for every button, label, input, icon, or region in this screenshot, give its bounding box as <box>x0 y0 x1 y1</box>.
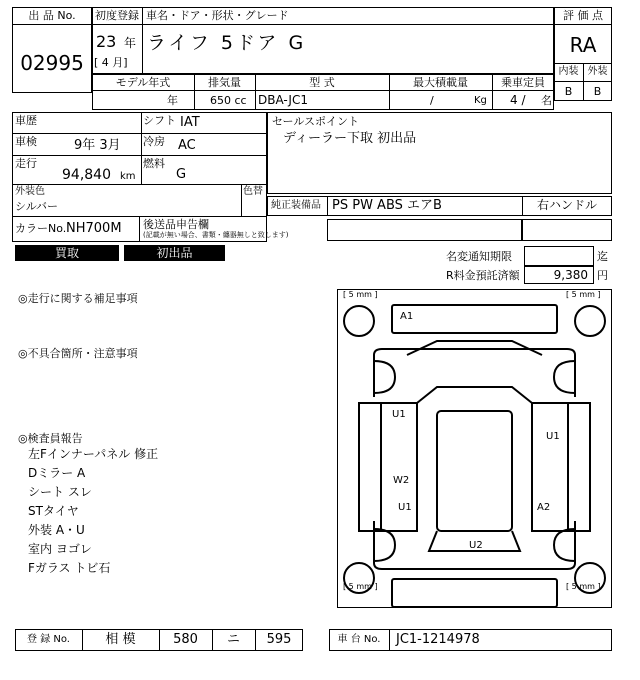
tire-depth-label: [ 5 mm ] <box>343 290 378 299</box>
purchase-badge: 買取 <box>15 245 119 261</box>
aftermarket-note: (記載が無い場合、書類・纏器無しと致します) <box>143 231 289 239</box>
divider <box>141 112 142 184</box>
inspector-item: STタイヤ <box>28 504 79 518</box>
name-change-label: 名変通知期限 <box>446 250 512 263</box>
lot-number: 02995 <box>20 51 84 75</box>
front-arch-left <box>374 361 395 393</box>
divider <box>327 196 328 216</box>
chassis-number: JC1-1214978 <box>396 632 480 647</box>
shift-value: IAT <box>180 115 200 130</box>
inspection-label: 車検 <box>15 135 37 148</box>
divider <box>142 7 143 74</box>
sales-point-label: セールスポイント <box>272 115 360 128</box>
damage-mark-a1: A1 <box>400 311 414 322</box>
recycle-label: R料金預託済額 <box>446 269 520 282</box>
capacity-unit: 名 <box>541 94 552 107</box>
inspector-item: Dミラー A <box>28 466 86 480</box>
color-no-value: NH700M <box>66 221 122 236</box>
inspector-item: 左Fインナーパネル 修正 <box>28 447 159 461</box>
exterior-grade: B <box>593 85 602 98</box>
car-diagram <box>337 289 612 608</box>
damage-mark-u2: U2 <box>469 540 483 551</box>
aftermarket-box <box>327 219 522 241</box>
divider <box>12 24 92 25</box>
color-no-label: カラーNo. <box>15 222 67 235</box>
max-load-unit: Kg <box>474 95 487 106</box>
equipment-label: 純正装備品 <box>271 200 321 211</box>
divider <box>92 90 554 91</box>
max-load-slash: / <box>430 94 434 107</box>
rear-bumper <box>392 579 557 607</box>
rear-arch-left <box>374 529 395 561</box>
mileage-unit: km <box>120 171 136 182</box>
sales-point-value: ディーラー下取 初出品 <box>283 131 417 146</box>
fuel-value: G <box>176 167 187 182</box>
steering-value: 右ハンドル <box>536 198 597 212</box>
max-load-label: 最大積載量 <box>413 76 468 89</box>
inspection-value: 9年 3月 <box>74 138 121 153</box>
divider <box>12 133 267 134</box>
fuel-label: 燃料 <box>143 157 165 170</box>
damage-mark-a2: A2 <box>537 502 551 513</box>
model-year-unit: 年 <box>167 94 178 107</box>
defects-heading: ◎不具合箇所・注意事項 <box>18 347 138 360</box>
inspector-item: シート スレ <box>28 485 92 499</box>
windshield <box>417 387 532 403</box>
registration-number: 595 <box>266 632 292 647</box>
front-bumper <box>392 305 557 333</box>
divider <box>92 24 554 25</box>
inspector-item: 室内 ヨゴレ <box>28 542 92 556</box>
displacement-value: 650 cc <box>210 94 247 107</box>
first-registration-label: 初度登録 <box>95 9 139 22</box>
aircon-value: AC <box>178 138 196 153</box>
equipment-value: PS PW ABS エアB <box>332 198 442 213</box>
evaluation-score: RA <box>569 33 597 57</box>
recolor-label: 色替 <box>243 186 263 197</box>
interior-label: 内装 <box>558 66 579 77</box>
damage-mark-u1-right: U1 <box>546 431 560 442</box>
tire-front-left <box>344 306 374 336</box>
year-unit: 年 <box>124 36 137 50</box>
rear-arch-right <box>554 529 575 561</box>
model-title-label: 車名・ドア・形状・グレード <box>146 9 289 22</box>
exterior-label: 外装 <box>587 66 608 77</box>
type-label: 型 式 <box>309 76 335 89</box>
capacity-label: 乗車定員 <box>501 76 545 89</box>
inspector-item: 外装 A・U <box>28 523 85 537</box>
left-side <box>359 403 381 531</box>
mileage-value: 94,840 <box>62 167 111 183</box>
first-listing-badge: 初出品 <box>124 245 225 261</box>
tire-depth-label: [ 5 mm ] <box>566 290 601 299</box>
evaluation-label: 評 価 点 <box>563 9 603 22</box>
lot-label: 出 品 No. <box>28 9 76 22</box>
registration-class: 580 <box>173 632 198 647</box>
registration-label: 登 録 No. <box>27 634 70 645</box>
aftermarket-label: 後送品申告欄 <box>143 218 209 231</box>
divider <box>389 629 390 651</box>
capacity-value: 4 / <box>510 93 526 107</box>
divider <box>139 216 140 242</box>
driving-notes-heading: ◎走行に関する補足事項 <box>18 292 138 305</box>
registration-area: 相 模 <box>105 632 136 647</box>
chassis-label: 車 台 No. <box>337 634 381 645</box>
recycle-value: 9,380 <box>553 268 588 282</box>
registration-kana: ニ <box>226 632 240 647</box>
car-name: ライフ 5ドア G <box>147 32 307 54</box>
roof <box>437 411 512 531</box>
registration-year: 23 <box>96 32 117 51</box>
front-arch-right <box>554 361 575 393</box>
color-label: 外装色 <box>15 186 45 197</box>
name-change-unit: 迄 <box>597 250 608 263</box>
tire-depth-label: [ 5 mm ] <box>566 582 601 591</box>
displacement-label: 排気量 <box>208 76 241 89</box>
divider <box>12 184 267 185</box>
recycle-unit: 円 <box>597 269 608 282</box>
tire-depth-label: [ 5 mm ] <box>343 582 378 591</box>
hood <box>374 349 575 397</box>
name-change-field <box>524 246 594 266</box>
shift-label: シフト <box>143 114 176 127</box>
inspector-item: Fガラス トビ石 <box>28 561 111 575</box>
damage-mark-u1-lower: U1 <box>398 502 412 513</box>
divider <box>241 184 242 216</box>
inspector-heading: ◎検査員報告 <box>18 432 83 445</box>
tire-front-right <box>575 306 605 336</box>
divider <box>554 24 612 25</box>
registration-month: [ 4 月] <box>94 56 128 69</box>
right-side <box>568 403 590 531</box>
aircon-label: 冷房 <box>143 135 165 148</box>
damage-mark-u1-left: U1 <box>392 409 406 420</box>
interior-grade: B <box>564 85 573 98</box>
damage-mark-w2: W2 <box>393 475 410 486</box>
mileage-label: 走行 <box>15 157 37 170</box>
divider <box>12 155 267 156</box>
type-value: DBA-JC1 <box>258 93 308 107</box>
aftermarket-box-2 <box>522 219 612 241</box>
color-value: シルバー <box>15 200 58 213</box>
history-label: 車歴 <box>15 114 37 127</box>
model-year-label: モデル年式 <box>115 76 171 89</box>
